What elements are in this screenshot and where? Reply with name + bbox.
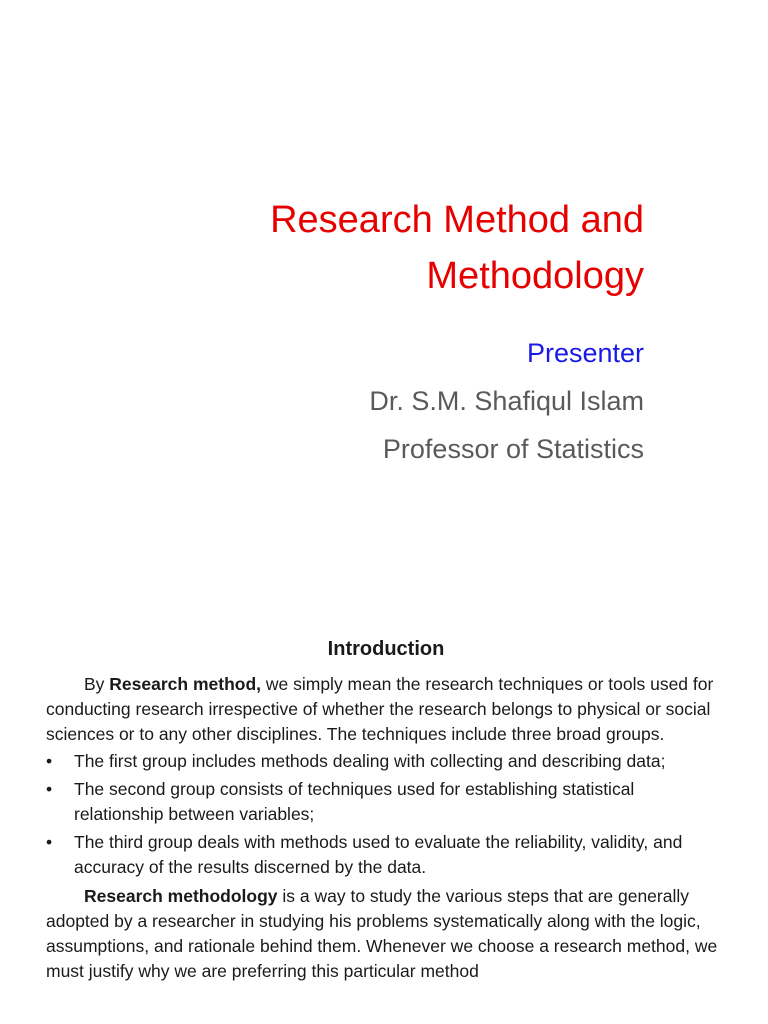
para2-bold-term: Research methodology (84, 886, 278, 906)
para1-prefix: By (84, 674, 110, 694)
list-item (46, 830, 726, 880)
presenter-role: Professor of Statistics (382, 434, 644, 464)
slide-title-line-2: Methodology (426, 255, 644, 297)
section-heading: Introduction (327, 638, 445, 660)
list-item (46, 749, 726, 774)
paragraph-research-method (46, 672, 726, 747)
slide-title (84, 192, 644, 304)
para1-bold-term: Research method, (109, 674, 262, 694)
list-item (46, 777, 726, 827)
para1-text: we simply mean the research techniques or tools used for conducting research irrespective of whether the research belongs to physical or social sciences or to any other disciplines. The techniques include three broad groups. (46, 674, 714, 744)
list-item-text: The second group consists of techniques used for establishing statistical relationship between variables; (74, 779, 635, 824)
para2-text: is a way to study the various steps that are generally adopted by a researcher in studying his problems systematically along with the logic, assumptions, and rationale behind them. Whenever we choose a research method, we must justify why we are preferring this particular method (46, 886, 718, 981)
bullet-icon: • (46, 779, 53, 799)
bullet-icon: • (46, 832, 53, 852)
presenter-name: Dr. S.M. Shafiqul Islam (369, 386, 644, 416)
paragraph-research-methodology (46, 884, 726, 984)
document-body (46, 632, 726, 984)
bullet-list (46, 749, 726, 880)
presenter-label: Presenter (526, 338, 644, 368)
slide-title-line-1: Research Method and (270, 199, 644, 241)
list-item-text: The third group deals with methods used to evaluate the reliability, validity, and accuracy of the results discerned by the data. (74, 832, 683, 877)
bullet-icon: • (46, 751, 53, 771)
list-item-text: The first group includes methods dealing with collecting and describing data; (74, 751, 666, 771)
